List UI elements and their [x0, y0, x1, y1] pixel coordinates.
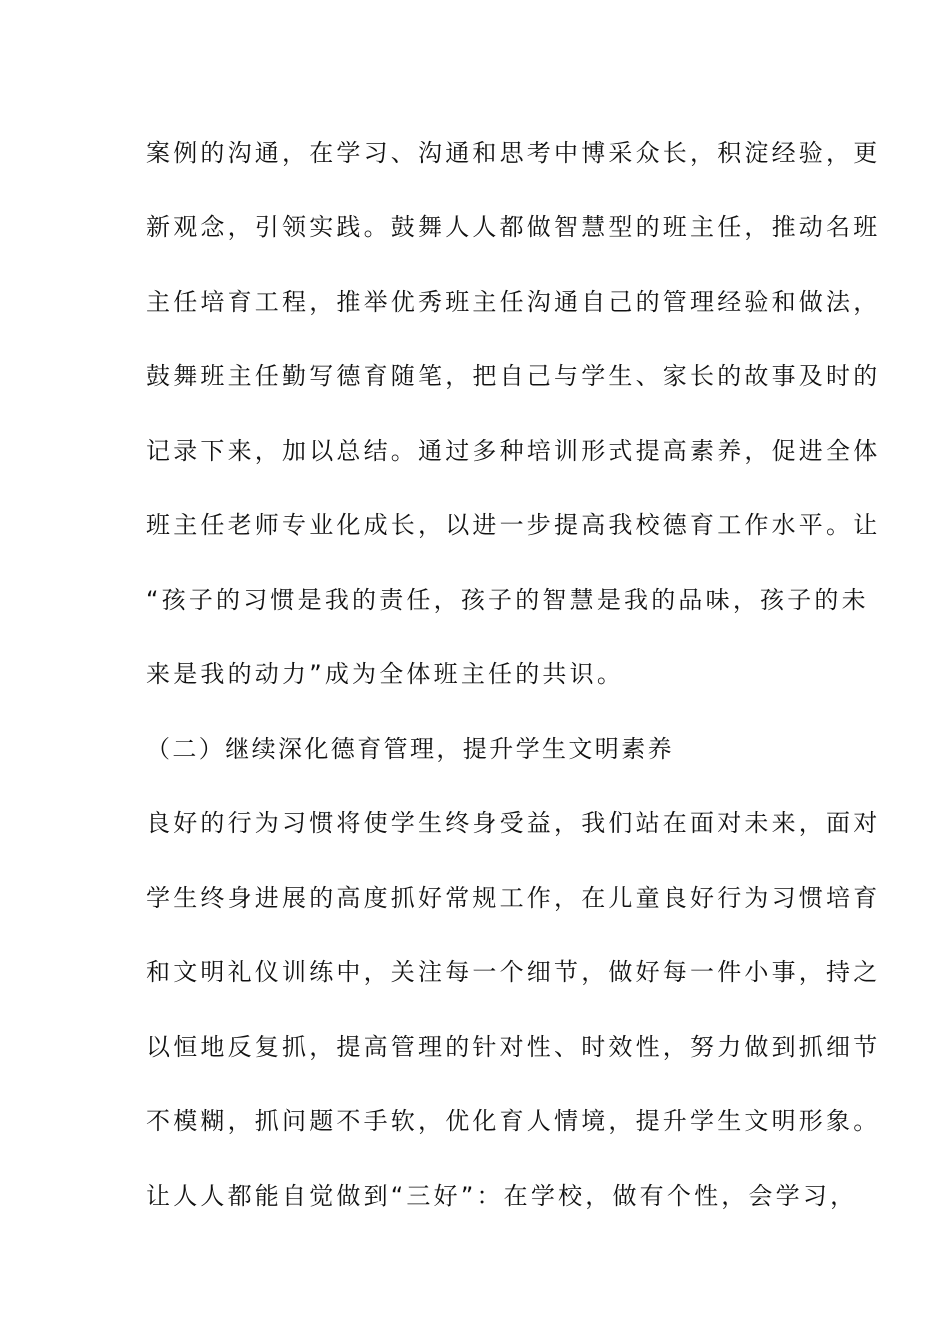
- paragraph-line: 不模糊，抓问题不手软，优化育人情境，提升学生文明形象。: [146, 1107, 881, 1135]
- paragraph-line: 鼓舞班主任勤写德育随笔，把自己与学生、家长的故事及时的: [146, 362, 881, 390]
- paragraph-line: 案例的沟通，在学习、沟通和思考中博采众长，积淀经验，更: [146, 139, 881, 167]
- paragraph-line: 记录下来，加以总结。通过多种培训形式提高素养，促进全体: [146, 437, 881, 465]
- paragraph-line: “孩子的习惯是我的责任，孩子的智慧是我的品味，孩子的未: [146, 586, 869, 614]
- paragraph-line: 以恒地反复抓，提高管理的针对性、时效性，努力做到抓细节: [146, 1033, 881, 1061]
- section-heading: （二）继续深化德育管理，提升学生文明素养: [146, 735, 674, 763]
- paragraph-line: 良好的行为习惯将使学生终身受益，我们站在面对未来，面对: [146, 809, 881, 837]
- paragraph-line: 来是我的动力”成为全体班主任的共识。: [146, 660, 625, 688]
- paragraph-line: 学生终身进展的高度抓好常规工作，在儿童良好行为习惯培育: [146, 884, 881, 912]
- paragraph-line: 和文明礼仪训练中，关注每一个细节，做好每一件小事，持之: [146, 958, 881, 986]
- paragraph-line: 让人人都能自觉做到“三好”：在学校，做有个性，会学习，: [146, 1182, 858, 1210]
- paragraph-line: 班主任老师专业化成长，以进一步提高我校德育工作水平。让: [146, 511, 881, 539]
- paragraph-line: 主任培育工程，推举优秀班主任沟通自己的管理经验和做法，: [146, 288, 881, 316]
- paragraph-line: 新观念，引领实践。鼓舞人人都做智慧型的班主任，推动名班: [146, 213, 881, 241]
